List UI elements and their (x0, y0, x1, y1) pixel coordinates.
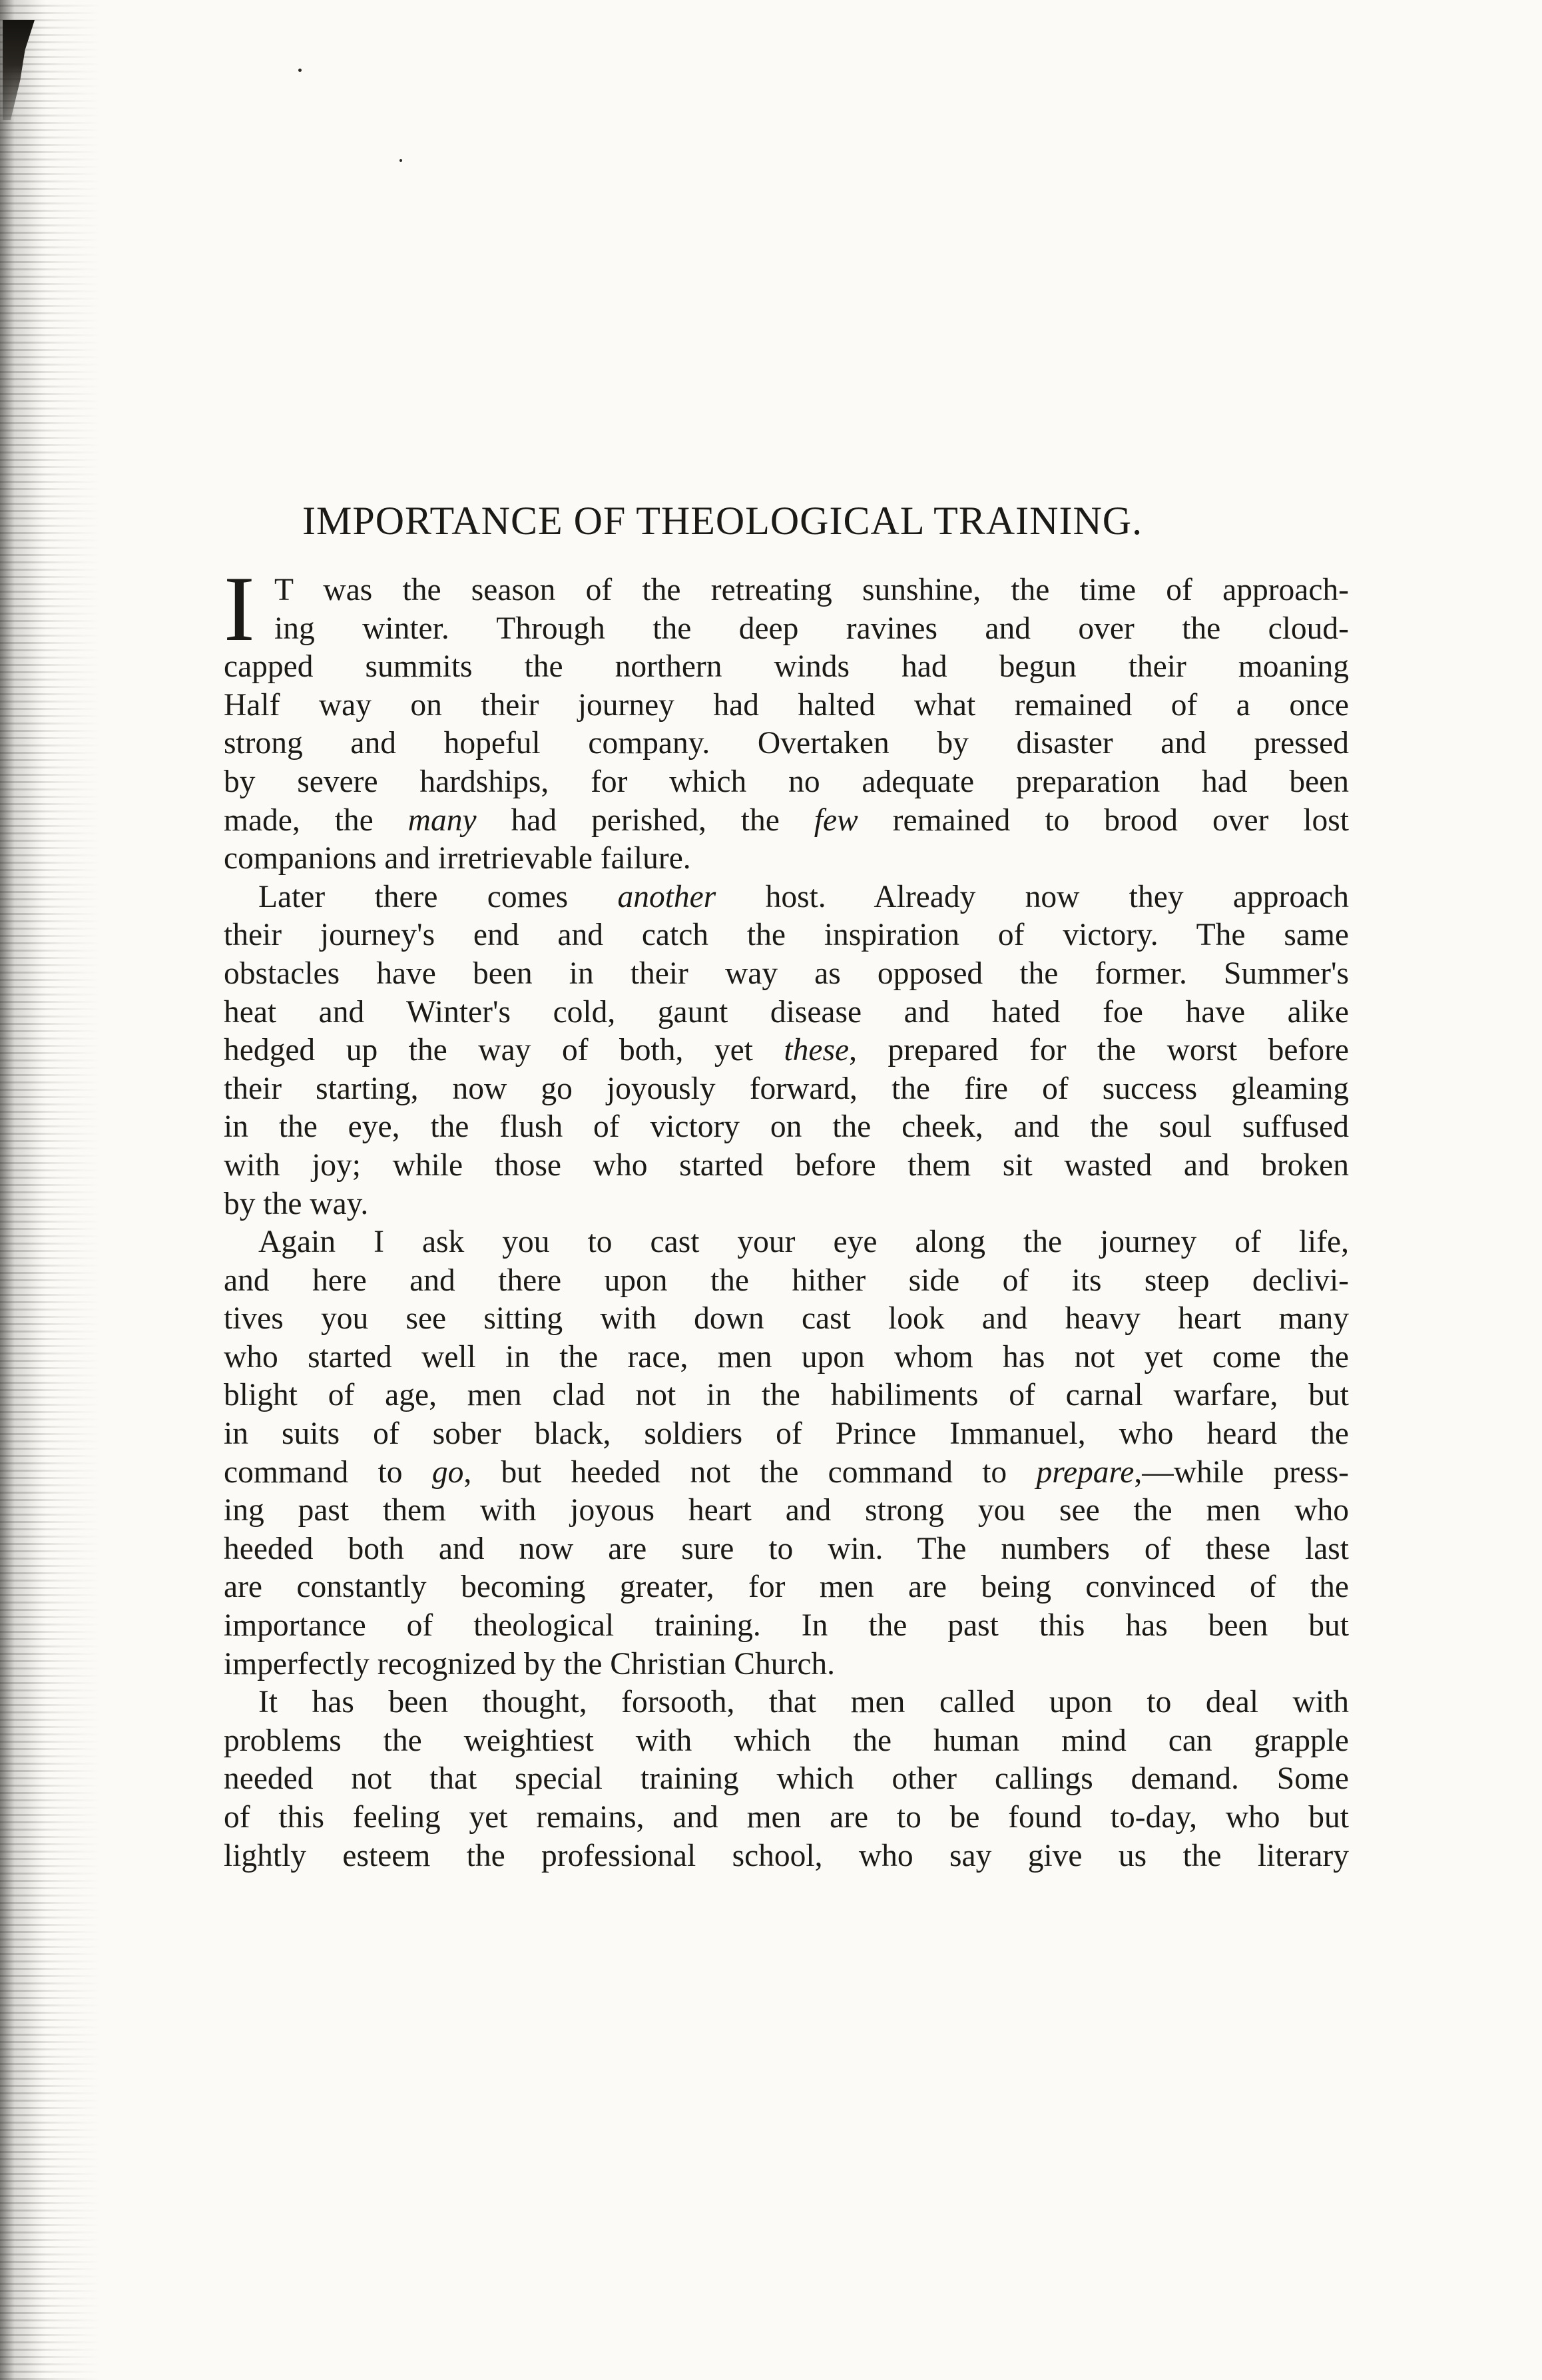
text-line: tives you see sitting with down cast look and heavy heart many (224, 1301, 1349, 1337)
text-line: problems the weightiest with which the human mind can grapple (224, 1723, 1349, 1758)
text-line: heat and Winter's cold, gaunt disease and hated foe have alike (224, 994, 1349, 1030)
drop-cap: I (224, 557, 255, 661)
speck (298, 69, 302, 72)
text-line: their journey's end and catch the inspiration of victory. The same (224, 918, 1349, 953)
text-line: with joy; while those who started before them sit wasted and broken (224, 1147, 1349, 1183)
paragraph-1 (224, 557, 1349, 878)
text-line: who started well in the race, men upon whom has not yet come the (224, 1339, 1349, 1374)
text-line: are constantly becoming greater, for men are being convinced of the (224, 1570, 1349, 1605)
text-line: Again I ask you to cast your eye along the journey of life, (258, 1225, 1349, 1260)
paragraph-2 (224, 878, 1349, 1223)
text-line: It has been thought, forsooth, that men called upon to deal with (258, 1685, 1349, 1720)
text-line: capped summits the northern winds had begun their moaning (224, 649, 1349, 685)
text-line: their starting, now go joyously forward, the fire of success gleaming (224, 1071, 1349, 1106)
binding-edge (0, 0, 100, 2380)
text-line: companions and irretrievable failure. (224, 841, 691, 876)
page-title: IMPORTANCE OF THEOLOGICAL TRAINING. (302, 499, 1143, 543)
speck (399, 159, 402, 162)
text-line: of this feeling yet remains, and men are to be found to-day, who but (224, 1800, 1349, 1835)
paragraph-4 (224, 1683, 1349, 1875)
text-line: made, the many had perished, the few remained to brood over lost (224, 802, 1349, 838)
text-line: Later there comes another host. Already now they approach (258, 879, 1349, 914)
text-line: by the way. (224, 1186, 369, 1221)
text-line: Half way on their journey had halted what remained of a once (224, 687, 1349, 723)
text-line: obstacles have been in their way as opposed the former. Summer's (224, 956, 1349, 991)
text-line: ing winter. Through the deep ravines and over the cloud- (274, 611, 1349, 646)
text-line: lightly esteem the professional school, who say give us the literary (224, 1838, 1349, 1873)
text-line: blight of age, men clad not in the habiliments of carnal warfare, but (224, 1378, 1349, 1413)
text-line: and here and there upon the hither side of its steep declivi- (224, 1263, 1349, 1298)
article-body (224, 557, 1349, 1875)
text-line: needed not that special training which other callings demand. Some (224, 1761, 1349, 1797)
text-line: ing past them with joyous heart and strong you see the men who (224, 1493, 1349, 1528)
text-line: imperfectly recognized by the Christian Church. (224, 1646, 836, 1681)
text-line: hedged up the way of both, yet these, prepared for the worst before (224, 1033, 1349, 1068)
text-line: strong and hopeful company. Overtaken by disaster and pressed (224, 726, 1349, 761)
text-line: in the eye, the flush of victory on the cheek, and the soul suffused (224, 1109, 1349, 1145)
text-line: importance of theological training. In the past this has been but (224, 1608, 1349, 1643)
text-line: in suits of sober black, soldiers of Prince Immanuel, who heard the (224, 1416, 1349, 1452)
text-line: command to go, but heeded not the command to prepare,—while press- (224, 1454, 1349, 1490)
paragraph-3 (224, 1223, 1349, 1683)
text-line: heeded both and now are sure to win. The numbers of these last (224, 1531, 1349, 1566)
text-line: T was the season of the retreating sunshine, the time of approach- (274, 573, 1349, 607)
text-line: by severe hardships, for which no adequate preparation had been (224, 764, 1349, 799)
